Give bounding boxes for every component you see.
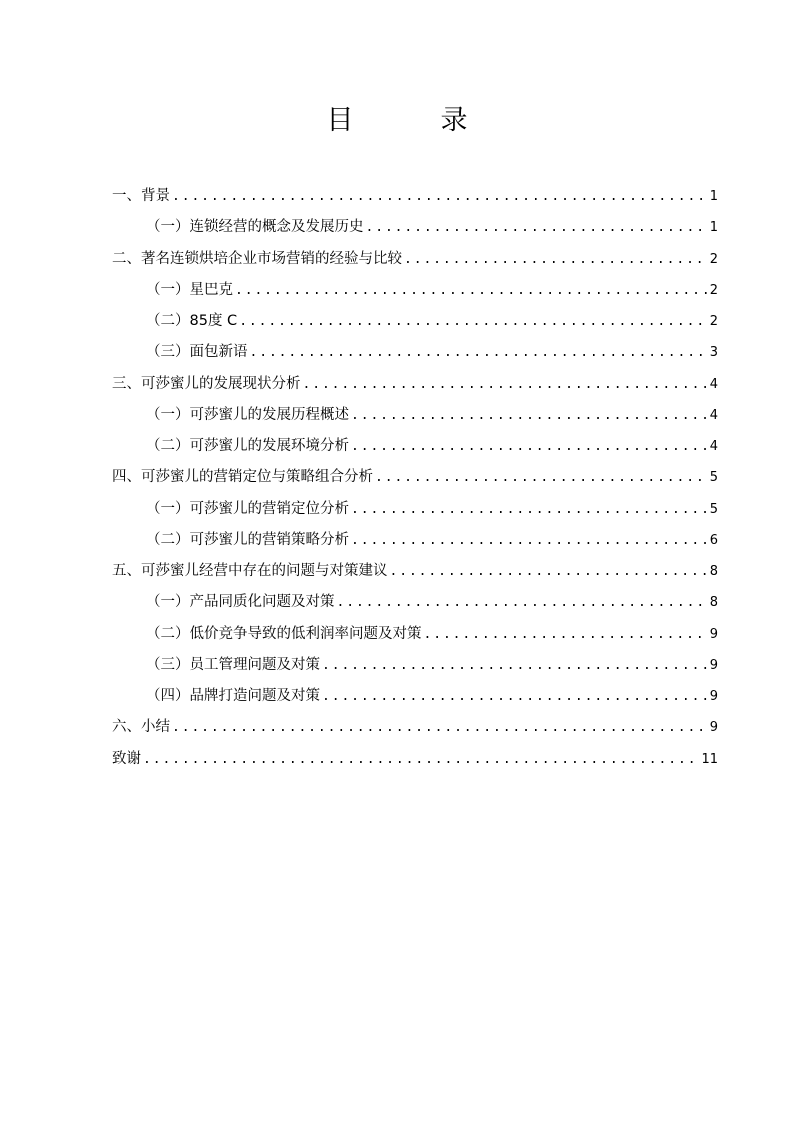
toc-dot-leader — [366, 212, 708, 243]
toc-entry-label: 三、可莎蜜儿的发展现状分析 — [112, 375, 301, 392]
toc-dot-leader — [424, 619, 708, 650]
toc-entry — [112, 556, 718, 587]
toc-entry — [112, 587, 718, 618]
toc-dot-leader — [303, 369, 708, 400]
toc-dot-leader — [239, 306, 708, 337]
toc-dot-leader — [322, 650, 708, 681]
toc-page-number: 11 — [701, 751, 718, 767]
toc-entry-label: （四）品牌打造问题及对策 — [146, 688, 320, 704]
toc-entry-label: （一）可莎蜜儿的发展历程概述 — [146, 406, 349, 423]
toc-entry — [112, 494, 718, 525]
toc-entry — [112, 244, 718, 275]
toc-dot-leader — [351, 525, 708, 556]
toc-page-number: 2 — [709, 251, 718, 267]
toc-page-number: 1 — [709, 189, 718, 204]
toc-dot-leader — [351, 431, 708, 462]
toc-page-number: 5 — [709, 501, 718, 517]
toc-entry — [112, 462, 718, 493]
toc-dot-leader — [404, 244, 708, 275]
toc-dot-leader — [390, 556, 708, 587]
toc-entry-label: （一）产品同质化问题及对策 — [146, 594, 335, 611]
toc-dot-leader — [375, 462, 708, 493]
toc-title: 目 录 — [326, 105, 498, 136]
toc-entry — [112, 400, 718, 431]
toc-entry — [112, 525, 718, 556]
toc-page-number: 2 — [709, 282, 718, 298]
toc-entry-label: （三）面包新语 — [146, 344, 248, 361]
table-of-contents — [112, 181, 718, 775]
toc-entry — [112, 431, 718, 462]
toc-entry-label: （一）可莎蜜儿的营销定位分析 — [146, 500, 349, 517]
toc-entry — [112, 337, 718, 368]
toc-dot-leader — [250, 337, 708, 368]
toc-entry — [112, 181, 718, 212]
toc-entry-label: （一）星巴克 — [146, 281, 233, 298]
toc-entry-label: （三）员工管理问题及对策 — [146, 656, 320, 673]
toc-entry-label: 致谢 — [112, 750, 141, 767]
toc-page-number: 9 — [709, 720, 718, 736]
toc-entry — [112, 619, 718, 650]
toc-entry-label: （一）连锁经营的概念及发展历史 — [146, 219, 364, 236]
toc-page-number: 2 — [709, 314, 718, 329]
toc-page-number: 8 — [709, 564, 718, 579]
toc-page-number: 9 — [709, 626, 718, 642]
toc-page-number: 8 — [709, 595, 718, 611]
toc-dot-leader — [351, 400, 708, 431]
toc-entry-label: （二）低价竞争导致的低利润率问题及对策 — [146, 625, 422, 642]
toc-page-number: 4 — [709, 407, 718, 423]
toc-entry — [112, 681, 718, 712]
toc-page-number: 3 — [709, 345, 718, 361]
toc-entry-label: 四、可莎蜜儿的营销定位与策略组合分析 — [112, 469, 373, 486]
toc-dot-leader — [322, 681, 708, 712]
toc-entry-label: 六、小结 — [112, 719, 170, 736]
toc-dot-leader — [337, 587, 708, 618]
toc-entry-label: 二、著名连锁烘培企业市场营销的经验与比较 — [112, 250, 402, 267]
toc-entry-label: 五、可莎蜜儿经营中存在的问题与对策建议 — [112, 563, 388, 579]
toc-page-number: 5 — [709, 470, 718, 486]
toc-entry — [112, 650, 718, 681]
toc-dot-leader — [143, 744, 699, 775]
toc-page-number: 4 — [709, 439, 718, 454]
toc-entry — [112, 369, 718, 400]
toc-dot-leader — [351, 494, 708, 525]
toc-entry-label: （二）85度 C — [146, 313, 238, 329]
toc-page-number: 9 — [709, 689, 718, 704]
toc-entry — [112, 275, 718, 306]
toc-page-number: 1 — [709, 220, 718, 236]
toc-entry — [112, 744, 718, 775]
toc-dot-leader — [172, 712, 708, 743]
toc-dot-leader — [172, 181, 708, 212]
toc-page-number: 6 — [709, 532, 718, 548]
toc-entry-label: （二）可莎蜜儿的营销策略分析 — [146, 531, 349, 548]
toc-page-number: 9 — [709, 657, 718, 673]
toc-entry — [112, 212, 718, 243]
toc-dot-leader — [235, 275, 708, 306]
toc-entry — [112, 712, 718, 743]
toc-entry-label: （二）可莎蜜儿的发展环境分析 — [146, 438, 349, 454]
toc-page-number: 4 — [709, 376, 718, 392]
toc-entry — [112, 306, 718, 337]
toc-entry-label: 一、背景 — [112, 188, 170, 204]
